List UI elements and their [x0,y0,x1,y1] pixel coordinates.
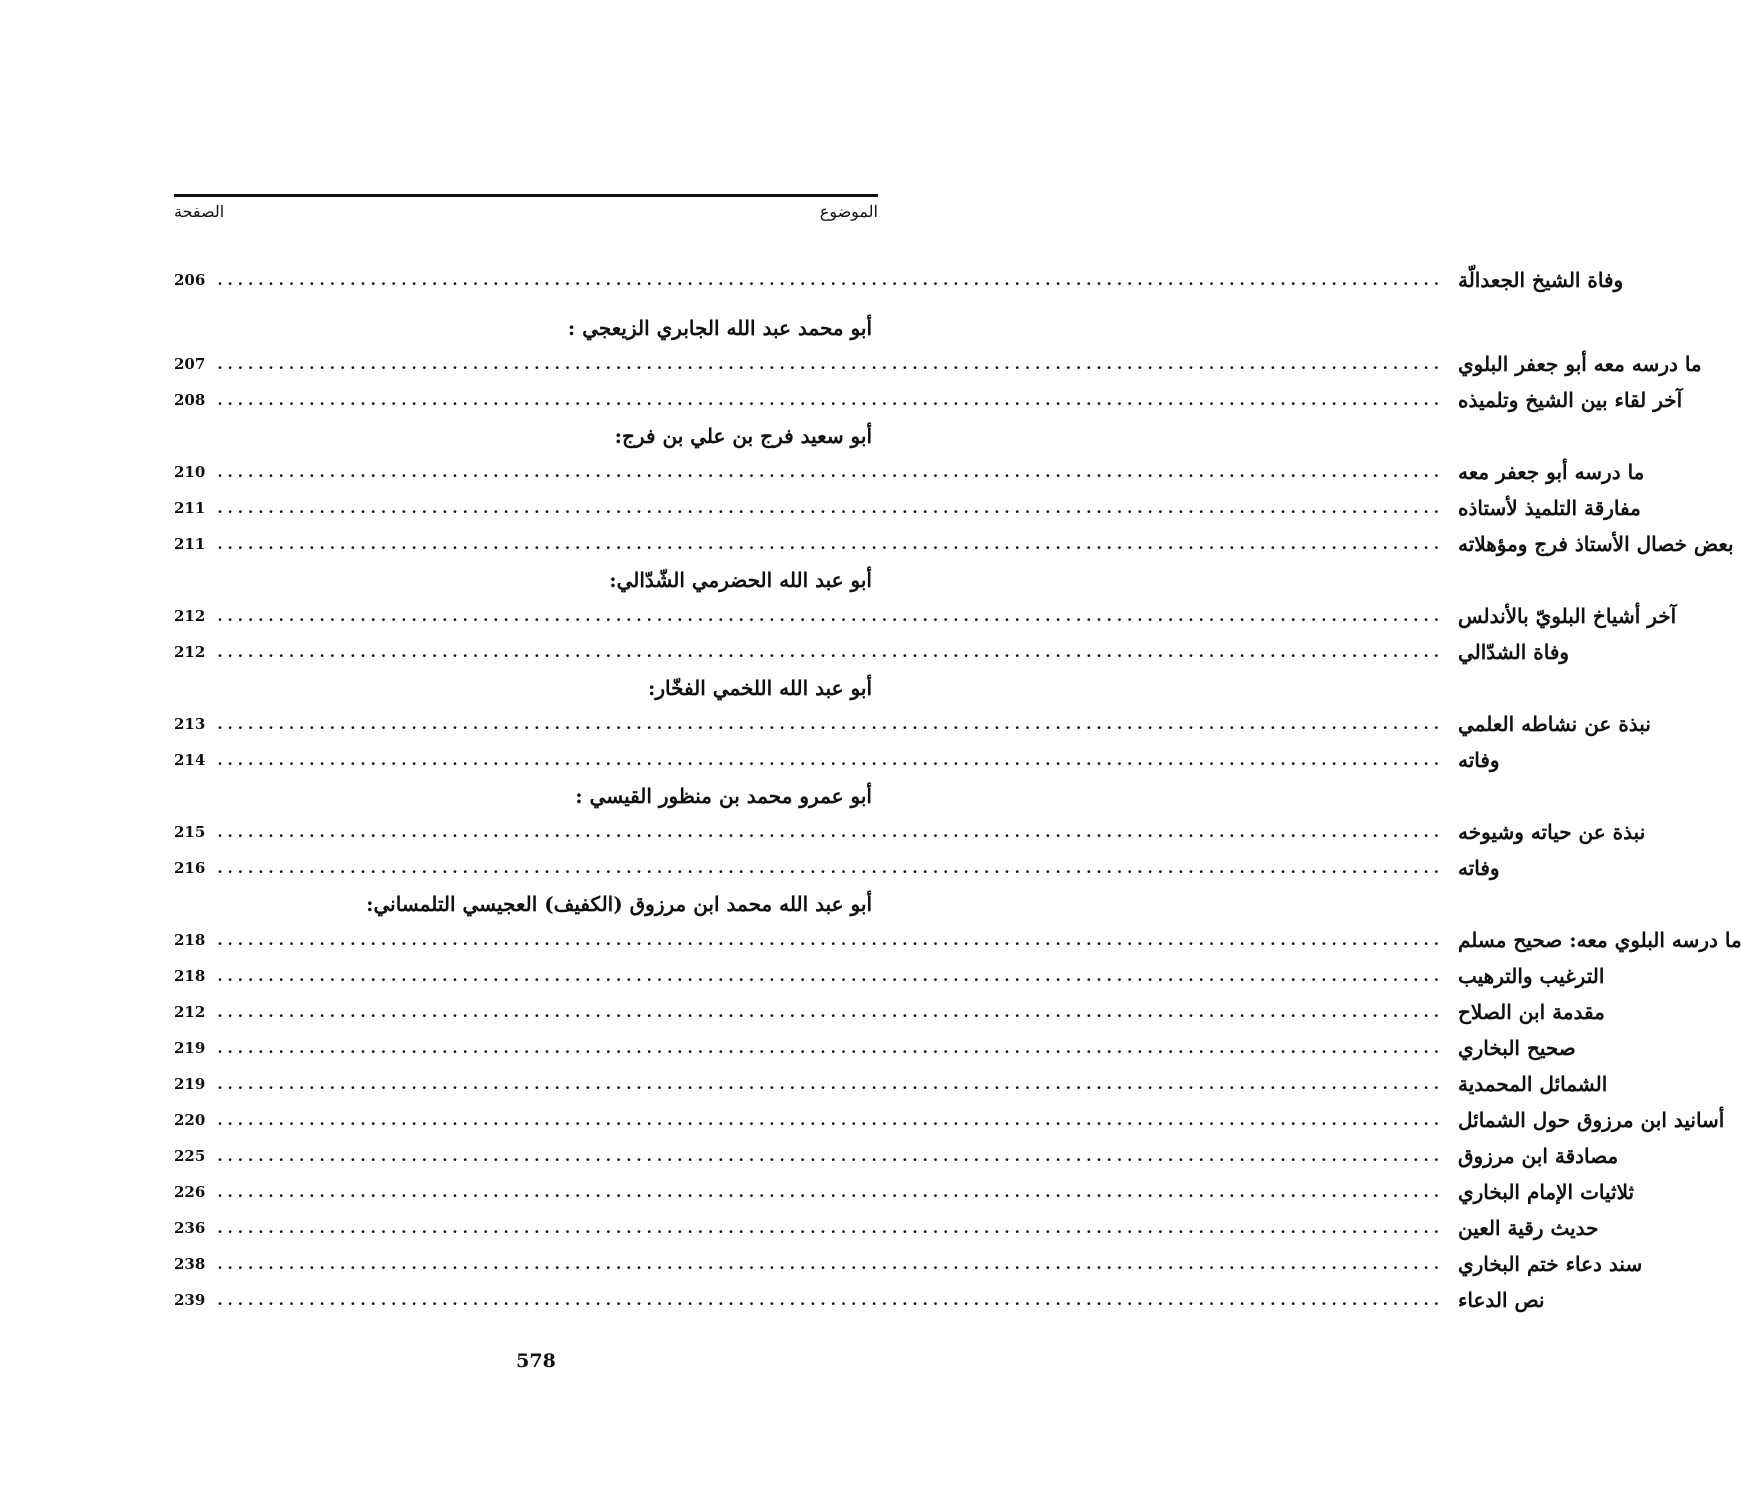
toc-entry [174,634,1570,670]
page-number: 578 [516,1350,556,1372]
toc-entry-title: ما درسه البلوي معه: صحيح مسلم [1457,928,1742,952]
dot-leader: ........................................................................................................................ [217,1255,1444,1273]
dot-leader: ........................................................................................................................ [217,967,1444,985]
toc-entry-page: 211 [174,535,206,553]
toc-entry-page: 219 [174,1039,206,1057]
dot-leader: ........................................................................................................................ [217,931,1444,949]
dot-leader: ........................................................................................................................ [217,751,1444,769]
toc-section-heading: أبو عبد الله اللخمي الفخّار: [648,676,872,700]
toc-entry-title: الترغيب والترهيب [1457,964,1605,988]
dot-leader: ........................................................................................................................ [217,607,1444,625]
toc-entry [174,490,1641,526]
toc-entry [174,706,1651,742]
toc-entry [174,850,1500,886]
toc-entry [174,262,1624,298]
dot-leader: ........................................................................................................................ [217,1219,1444,1237]
toc-entry [174,814,1646,850]
toc-entry-page: 213 [174,715,206,733]
dot-leader: ........................................................................................................................ [217,715,1444,733]
toc-entry-page: 236 [174,1219,206,1237]
toc-entry [174,526,1734,562]
toc-entry-title: ثلاثيات الإمام البخاري [1457,1180,1635,1204]
toc-entry-title: آخر لقاء بين الشيخ وتلميذه [1457,388,1683,412]
topic-column-header: الموضوع [819,202,878,221]
toc-entry-page: 220 [174,1111,206,1129]
dot-leader: ........................................................................................................................ [217,859,1444,877]
dot-leader: ........................................................................................................................ [217,1003,1444,1021]
toc-section-heading: أبو عمرو محمد بن منظور القيسي : [575,784,872,808]
toc-entry-title: حديث رقية العين [1457,1216,1599,1240]
toc-entry [174,1066,1608,1102]
toc-entry-title: مصادقة ابن مرزوق [1457,1144,1619,1168]
toc-entry-page: 212 [174,643,206,661]
dot-leader: ........................................................................................................................ [217,1039,1444,1057]
toc-entry [174,1282,1545,1318]
toc-entry-title: مفارقة التلميذ لأستاذه [1457,496,1641,520]
toc-entry-page: 215 [174,823,206,841]
toc-entry [174,382,1683,418]
toc-entry-title: وفاة الشدّالي [1457,640,1570,664]
toc-entry-title: الشمائل المحمدية [1457,1072,1608,1096]
toc-entry-page: 210 [174,463,206,481]
toc-entry [174,1210,1599,1246]
toc-entry [174,346,1702,382]
toc-entry [174,994,1605,1030]
toc-entry [174,1246,1643,1282]
dot-leader: ........................................................................................................................ [217,271,1444,289]
toc-entry-title: نبذة عن حياته وشيوخه [1457,820,1646,844]
toc-entry-title: آخر أشياخ البلويّ بالأندلس [1457,604,1677,628]
toc-section-heading: أبو سعيد فرج بن علي بن فرج: [614,424,872,448]
toc-entry-title: ما درسه أبو جعفر معه [1457,460,1645,484]
toc-entry-title: نبذة عن نشاطه العلمي [1457,712,1651,736]
dot-leader: ........................................................................................................................ [217,1147,1444,1165]
toc-entry-page: 238 [174,1255,206,1273]
toc-entry [174,1102,1725,1138]
dot-leader: ........................................................................................................................ [217,1111,1444,1129]
toc-entry-page: 214 [174,751,206,769]
toc-entry [174,1138,1619,1174]
dot-leader: ........................................................................................................................ [217,463,1444,481]
toc-entry [174,454,1645,490]
toc-entry-title: وفاة الشيخ الجعدالّة [1457,268,1624,292]
toc-section-heading: أبو عبد الله محمد ابن مرزوق (الكفيف) العجيسي التلمساني: [366,892,872,916]
toc-entry-page: 218 [174,967,206,985]
dot-leader: ........................................................................................................................ [217,1075,1444,1093]
toc-entry-page: 212 [174,607,206,625]
toc-entry-page: 211 [174,499,206,517]
toc-entry-title: مقدمة ابن الصلاح [1457,1000,1605,1024]
toc-entry-title: ما درسه معه أبو جعفر البلوي [1457,352,1702,376]
toc-entry-page: 239 [174,1291,206,1309]
dot-leader: ........................................................................................................................ [217,391,1444,409]
toc-entry [174,598,1677,634]
toc-entry-title: وفاته [1457,748,1500,772]
toc-entry-page: 219 [174,1075,206,1093]
toc-entry-page: 208 [174,391,206,409]
dot-leader: ........................................................................................................................ [217,499,1444,517]
toc-entry-page: 218 [174,931,206,949]
toc-entry [174,742,1500,778]
toc-entry-page: 225 [174,1147,206,1165]
toc-entry-page: 207 [174,355,206,373]
toc-entry [174,1030,1576,1066]
toc-entry [174,958,1605,994]
toc-entry-page: 206 [174,271,206,289]
toc-entry-title: صحيح البخاري [1457,1036,1576,1060]
dot-leader: ........................................................................................................................ [217,823,1444,841]
toc-entry-page: 226 [174,1183,206,1201]
toc-entry [174,1174,1635,1210]
toc-entry [174,922,1742,958]
dot-leader: ........................................................................................................................ [217,643,1444,661]
toc-entry-title: نص الدعاء [1457,1288,1545,1312]
dot-leader: ........................................................................................................................ [217,1291,1444,1309]
toc-entry-title: وفاته [1457,856,1500,880]
dot-leader: ........................................................................................................................ [217,535,1444,553]
toc-section-heading: أبو محمد عبد الله الجابري الزيعجي : [567,316,872,340]
toc-entry-page: 216 [174,859,206,877]
toc-entry-title: أسانيد ابن مرزوق حول الشمائل [1457,1108,1725,1132]
dot-leader: ........................................................................................................................ [217,1183,1444,1201]
toc-entry-title: سند دعاء ختم البخاري [1457,1252,1643,1276]
toc-entry-page: 212 [174,1003,206,1021]
dot-leader: ........................................................................................................................ [217,355,1444,373]
toc-section-heading: أبو عبد الله الحضرمي الشّدّالي: [609,568,872,592]
page-column-header: الصفحة [174,202,225,221]
toc-entry-title: بعض خصال الأستاذ فرج ومؤهلاته [1457,532,1734,556]
